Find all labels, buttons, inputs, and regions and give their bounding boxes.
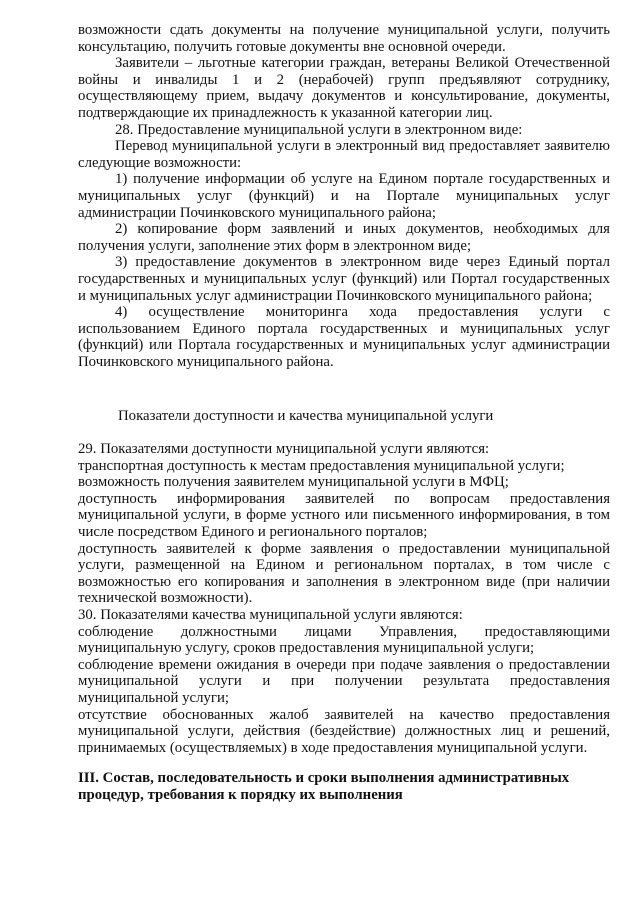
list-item: 2) копирование форм заявлений и иных документов, необходимых для получения услуги, заполнение этих форм в электронном виде; (78, 221, 610, 254)
list-item: 4) осуществление мониторинга хода предоставления услуги с использованием Единого портала государственных и муниципальных услуг (функций) или Портала государственных и муниципальных услуг администрации Починковского муниципального района. (78, 304, 610, 370)
paragraph: Заявители – льготные категории граждан, ветераны Великой Отечественной войны и инвалиды 1 и 2 (нерабочей) групп предъявляют сотруднику, осуществляющему прием, выдачу документов и консультирование, документы, подтверждающие их принадлежность к указанной категории лиц. (78, 55, 610, 121)
paragraph: отсутствие обоснованных жалоб заявителей на качество предоставления муниципальной услуги, действия (бездействие) должностных лиц и решений, принимаемых (осуществляемых) в ходе предоставления муниципальной услуги. (78, 706, 610, 756)
paragraph: 30. Показателями качества муниципальной услуги являются: (78, 607, 463, 623)
paragraph: транспортная доступность к местам предоставления муниципальной услуги; (78, 457, 565, 474)
paragraph: Перевод муниципальной услуги в электронный вид предоставляет заявителю следующие возможности: (78, 138, 610, 171)
list-item: 1) получение информации об услуге на Едином портале государственных и муниципальных услуг (функций) и на Портале муниципальных услуг администрации Починковского муниципального района; (78, 171, 610, 221)
paragraph: соблюдение должностными лицами Управления, предоставляющими муниципальную услугу, сроков предоставления муниципальной услуги; (78, 623, 610, 657)
paragraph: возможность получения заявителем муниципальной услуги в МФЦ; (78, 474, 509, 491)
paragraph: возможности сдать документы на получение муниципальной услуги, получить консультацию, получить готовые документы вне основной очереди. (78, 22, 610, 55)
paragraph: доступность заявителей к форме заявления о предоставлении муниципальной услуги, размещенной на Едином и региональном порталах, в том числе с возможностью его копирования и заполнения в электронном виде (при наличии технической возможности). (78, 540, 610, 607)
list-item: 3) предоставление документов в электронном виде через Единый портал государственных и муниципальных услуг (функций) или Портал государственных и муниципальных услуг администрации Починковского муниципального района; (78, 254, 610, 304)
paragraph: доступность информирования заявителей по вопросам предоставления муниципальной услуги, в форме устного или письменного информирования, в том числе посредством Единого и регионального порталов; (78, 490, 610, 541)
chapter-title: III. Состав, последовательность и сроки выполнения административных процедур, требования к порядку их выполнения (78, 770, 570, 803)
paragraph: соблюдение времени ожидания в очереди при подаче заявления о предоставлении муниципальной услуги и при получении результата предоставления муниципальной услуги; (78, 656, 610, 706)
document-page (78, 22, 610, 804)
section-heading: Показатели доступности и качества муниципальной услуги (118, 408, 494, 425)
paragraph: 29. Показателями доступности муниципальной услуги являются: (78, 441, 490, 458)
paragraph: 28. Предоставление муниципальной услуги в электронном виде: (115, 121, 523, 138)
